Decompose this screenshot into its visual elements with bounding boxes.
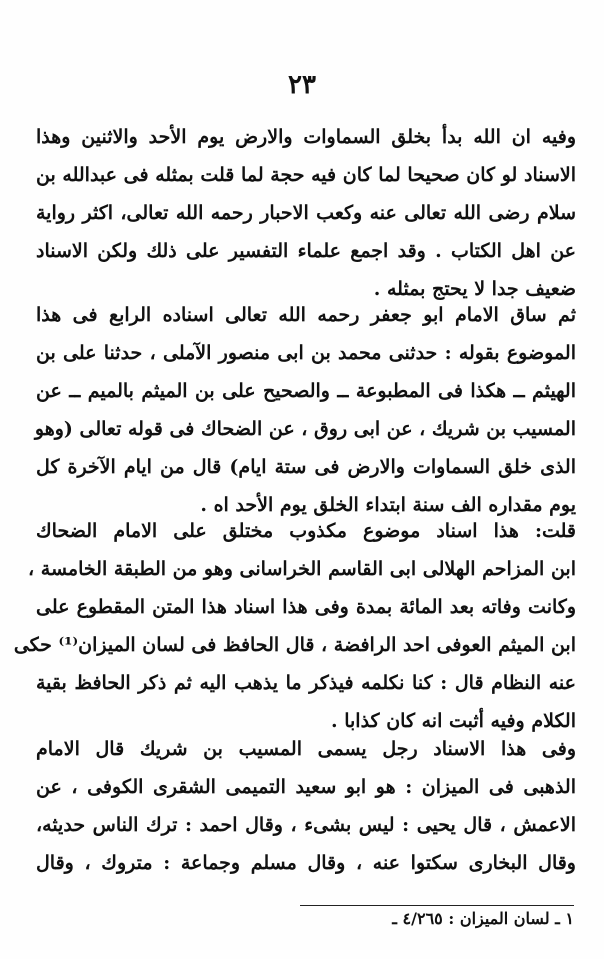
text-line: قلت: هذا اسناد موضوع مكذوب مختلق على الامام الضحاك	[36, 520, 576, 542]
text-line: الموضوع بقوله : حدثنى محمد بن ابى منصور الآملى ، حدثنا على بن	[36, 342, 576, 364]
paragraph-2	[36, 296, 576, 524]
text-line: ابن المزاحم الهلالى ابى القاسم الخراسانى وهو من الطبقة الخامسة ،	[28, 558, 576, 580]
text-line: ابن الميثم العوفى احد الرافضة ، قال الحافظ فى لسان الميزان⁽¹⁾ حكى	[13, 634, 576, 656]
text-line: المسيب بن شريك ، عن ابى روق ، عن الضحاك فى قوله تعالى (وهو	[34, 418, 576, 440]
text-line: وكانت وفاته بعد المائة بمدة وفى هذا اسناد هذا المتن المقطوع على	[36, 596, 576, 618]
text-line: ضعيف جدا لا يحتج بمثله .	[373, 278, 576, 300]
text-line: عن اهل الكتاب . وقد اجمع علماء التفسير على ذلك ولكن الاسناد	[36, 240, 576, 262]
text-line: يوم مقداره الف سنة ابتداء الخلق يوم الأحد اه .	[200, 494, 576, 516]
text-line: وفى هذا الاسناد رجل يسمى المسيب بن شريك قال الامام	[36, 738, 576, 760]
paragraph-4	[36, 730, 576, 882]
text-line: عنه النظام قال : كنا نكلمه فيذكر ما يذهب اليه ثم ذكر الحافظ بقية	[36, 672, 576, 694]
text-line: وفيه ان الله بدأ بخلق السماوات والارض يوم الأحد والاثنين وهذا	[36, 126, 576, 148]
text-line: الذهبى فى الميزان : هو ابو سعيد التميمى الشقرى الكوفى ، عن	[36, 776, 576, 798]
text-line: الكلام وفيه أثبت انه كان كذابا .	[330, 710, 576, 732]
text-line: ثم ساق الامام ابو جعفر رحمه الله تعالى اسناده الرابع فى هذا	[36, 304, 576, 326]
text-line: الاعمش ، قال يحيى : ليس بشىء ، وقال احمد : ترك الناس حديثه،	[36, 814, 576, 836]
paragraph-1	[36, 118, 576, 308]
text-line: الذى خلق السماوات والارض فى ستة ايام) قال من ايام الآخرة كل	[36, 456, 576, 478]
page-number: ٢٣	[288, 70, 316, 100]
text-line: وقال البخارى سكتوا عنه ، وقال مسلم وجماعة : متروك ، وقال	[36, 852, 576, 874]
footnote: ١ ـ لسان الميزان : ٤/٢٦٥ ـ	[392, 909, 574, 928]
text-line: سلام رضى الله تعالى عنه وكعب الاحبار رحمه الله تعالى، اكثر رواية	[36, 202, 576, 224]
paragraph-3	[13, 512, 576, 740]
text-line: الهيثم ــ هكذا فى المطبوعة ــ والصحيح على بن الميثم بالميم ــ عن	[36, 380, 576, 402]
text-line: الاسناد لو كان صحيحا لما كان فيه حجة لما قلت بمثله فى عبدالله بن	[36, 164, 576, 186]
